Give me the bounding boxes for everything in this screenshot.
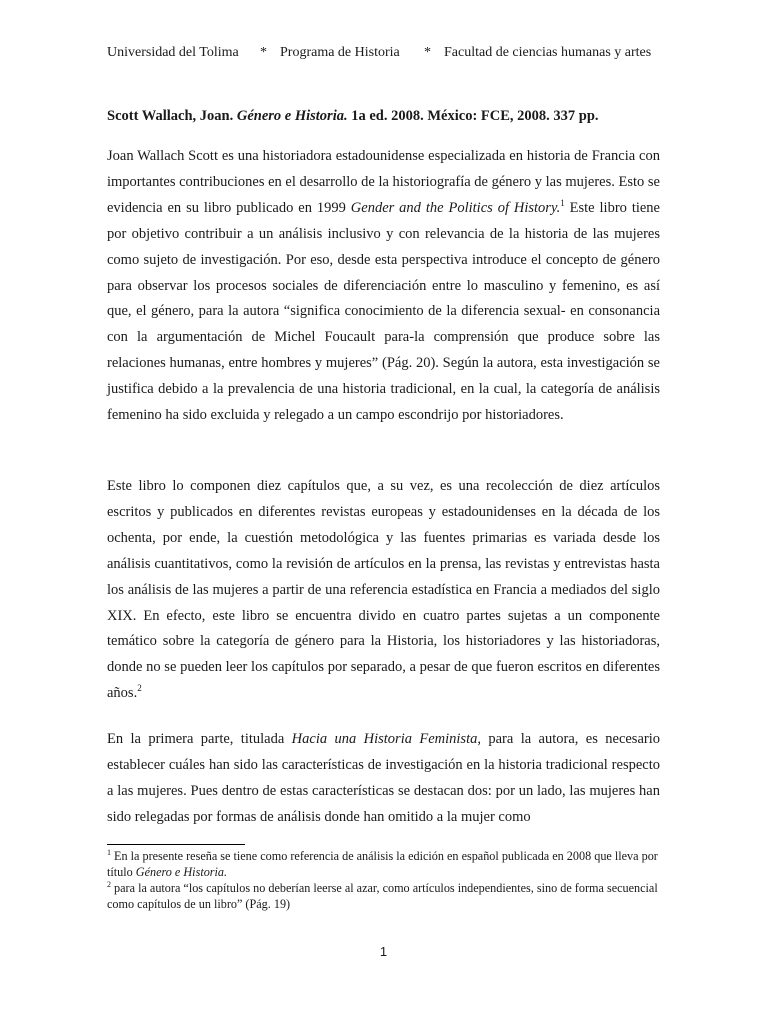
document-page [107,0,660,1024]
footnote-reference[interactable]: 2 [137,683,142,694]
paragraph-3 [107,727,660,831]
footnote-text: En la presente reseña se tiene como referencia de análisis la edición en español publicada en 2008 que lleva por título [107,849,658,879]
citation-details: 1a ed. 2008. México: FCE, 2008. 337 pp. [351,108,599,124]
paragraph-text: En la primera parte, titulada [107,731,292,747]
footnote-mark: 2 [107,879,111,889]
citation-title [107,108,660,125]
paragraph-italic: Hacia una Historia Feminista, [291,731,481,747]
footnote-reference[interactable]: 1 [560,197,565,208]
page-header [107,45,660,61]
paragraph-text: Este libro lo componen diez capítulos que, a su vez, es una recolección de diez artículos escritos y publicados en diferentes revistas europeas y estadounidenses en la década de los ochenta, por ende, la cuestión metodológica y las fuentes primarias es variada desde los análisis cuantitativos, como la revisión de artículos en la prensa, las revistas y entrevistas hasta los análisis de las mujeres a partir de una referencia estadística en Francia a mediados del siglo XIX. En efecto, este libro se encuentra divido en cuatro partes sujetas a un componente temático sobre la categoría de género para la Historia, los historiadores y las historiadoras, donde no se pueden leer los capítulos por separado, a pesar de que fueron escritos en diferentes años. [107,478,660,702]
paragraph-text: para la autora, es necesario establecer cuáles han sido las características de investigación en la historia tradicional respecto a las mujeres. Pues dentro de estas características se destacan dos: por un lado, las mujeres han sido relegadas por formas de análisis donde han omitido a la mujer como [107,731,660,825]
footnote-2 [107,880,660,912]
header-separator: * [260,45,267,60]
header-faculty: Facultad de ciencias humanas y artes [444,45,652,60]
footnote-1 [107,848,660,880]
header-program: Programa de Historia [280,45,400,60]
page-number: 1 [379,944,388,959]
paragraph-2 [107,474,660,707]
paragraph-italic: Gender and the Politics of History. [350,199,561,216]
paragraph-1 [107,144,660,429]
footnote-mark: 1 [107,847,111,857]
header-separator: * [424,45,431,60]
paragraph-text: Este libro tiene por objetivo contribuir a un análisis inclusivo y con relevancia de la historia de las mujeres como sujeto de investigación. Por eso, desde esta perspectiva introduce el concepto de género para observar los procesos sociales de diferenciación entre lo masculino y femenino, es así que, el género, para la autora “significa conocimiento de la diferencia sexual- en consonancia con la argumentación de Michel Foucault para-la comprensión que produce sobre las relaciones humanas, entre hombres y mujeres” (Pág. 20). Según la autora, esta investigación se justifica debido a la prevalencia de una historia tradicional, en la cual, la categoría de análisis femenino ha sido excluida y relegado a un campo escondrijo por historiadores. [107,199,660,424]
footnotes [107,848,660,912]
footnote-divider [107,844,245,845]
footnote-text: para la autora “los capítulos no deberían leerse al azar, como artículos independientes, sino de forma secuencial como capítulos de un libro” (Pág. 19) [107,881,658,911]
header-university: Universidad del Tolima [107,45,239,60]
footnote-italic: Género e Historia. [135,865,228,879]
citation-book-title: Género e Historia. [236,108,348,124]
citation-author: Scott Wallach, Joan. [107,108,234,124]
paragraph-text: Joan Wallach Scott es una historiadora estadounidense especializada en historia de Francia con importantes contribuciones en el desarrollo de la historiografía de género y las mujeres. Esto se evidencia en su libro publicado en 1999 [107,148,660,216]
